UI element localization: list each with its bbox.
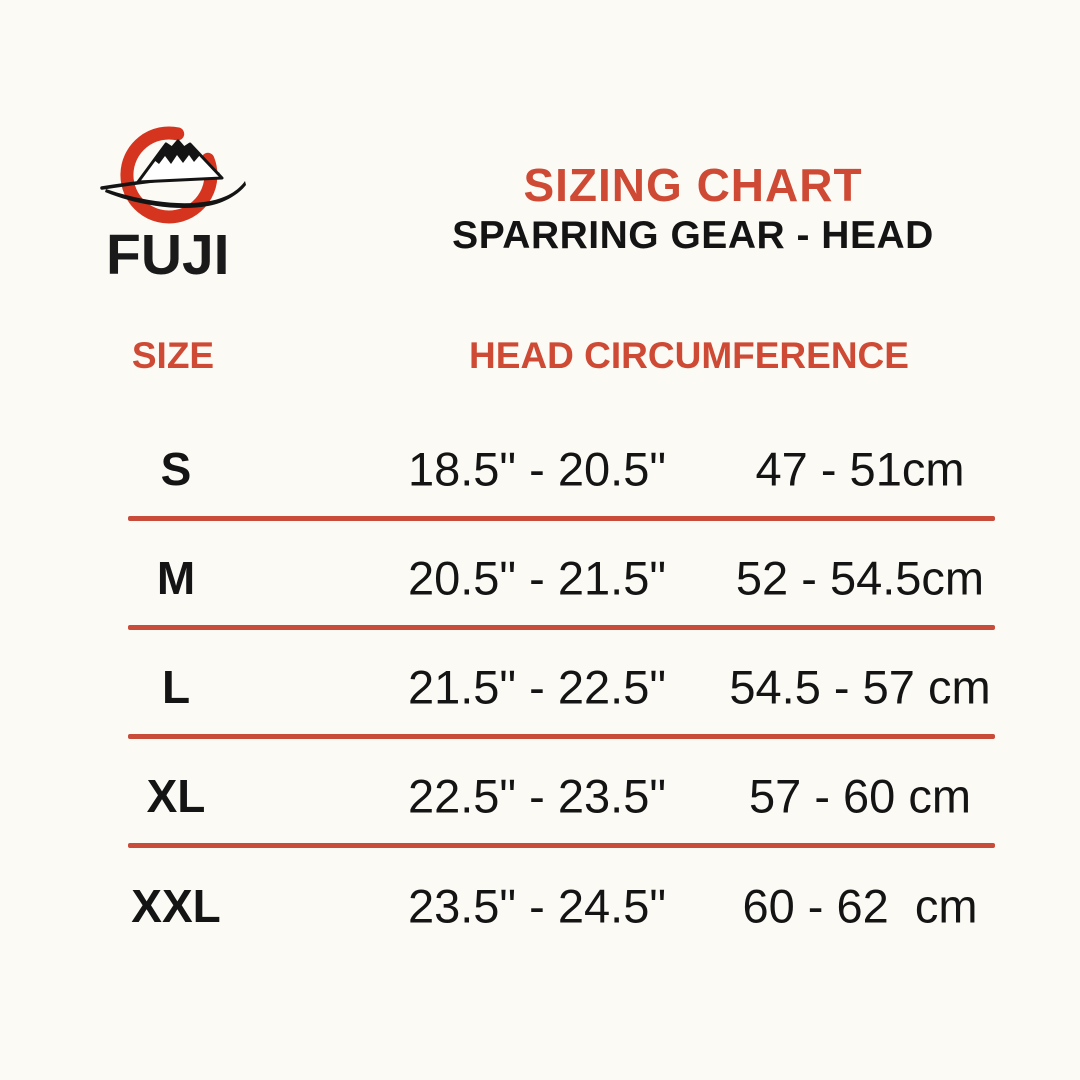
size-label: S [160,442,192,495]
fuji-logo [98,120,268,287]
row-divider [128,516,995,521]
size-label: M [156,551,196,604]
column-header-size: SIZE [131,335,215,376]
fuji-mountain-sword-icon [98,120,250,226]
fuji-wordmark: FUJI [106,223,230,287]
cm-range: 57 - 60 cm [748,769,972,822]
table-row-s [0,414,1080,523]
cm-range: 60 - 62 cm [742,879,978,932]
inches-range: 18.5" - 20.5" [407,442,667,495]
size-label: XL [146,769,206,822]
table-row-m [0,523,1080,632]
size-label: XXL [131,879,221,932]
inches-range: 22.5" - 23.5" [407,769,667,822]
page-title: SIZING CHART [523,159,863,211]
row-divider [128,843,995,848]
inches-range: 23.5" - 24.5" [407,879,667,932]
table-row-xl [0,741,1080,850]
inches-range: 21.5" - 22.5" [407,660,667,713]
cm-range: 52 - 54.5cm [735,551,985,604]
page-subtitle: SPARRING GEAR - HEAD [452,214,934,257]
size-label: L [161,660,191,713]
row-divider [128,625,995,630]
cm-range: 47 - 51cm [755,442,965,495]
column-header-head-circumference: HEAD CIRCUMFERENCE [469,335,909,376]
row-divider [128,734,995,739]
table-row-l [0,632,1080,741]
cm-range: 54.5 - 57 cm [729,660,991,713]
table-row-xxl [0,851,1080,960]
inches-range: 20.5" - 21.5" [407,551,667,604]
